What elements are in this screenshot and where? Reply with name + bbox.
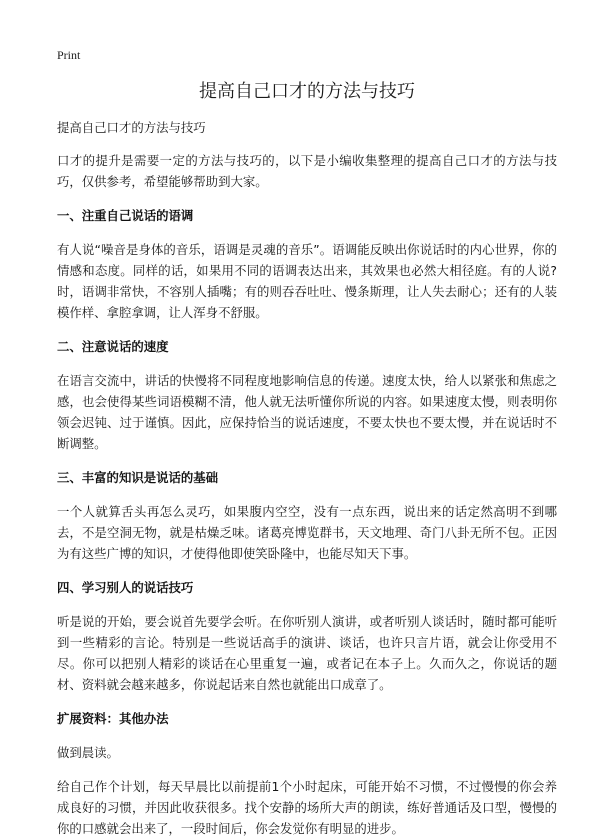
section-heading-1: 一、注重自己说话的语调 — [57, 208, 194, 223]
section-heading-2: 二、注意说话的速度 — [57, 339, 169, 354]
extended-item-body: 给自己作个计划，每天早晨比以前提前1个小时起床，可能开始不习惯，不过慢慢的你会养成良好的习惯，并因此收获很多。找个安静的场所大声的朗读，练好普通话及口型，慢慢的你的口感就会出来了，一段时间后，你会发觉你有明显的进步。 — [57, 779, 557, 836]
section-heading-4: 四、学习别人的说话技巧 — [57, 580, 194, 595]
document-title: 提高自己口才的方法与技巧 — [199, 81, 415, 102]
section-body-3: 一个人就算舌头再怎么灵巧，如果腹内空空，没有一点东西，说出来的话定然高明不到哪去，不是空洞无物，就是枯燥乏味。诸葛亮博览群书，天文地理、奇门八卦无所不包。正因为有这些广博的知识，才使得他即使笑卧隆中，也能尽知天下事。 — [57, 504, 557, 561]
section-body-1: 有人说“噪音是身体的音乐，语调是灵魂的音乐”。语调能反映出你说话时的内心世界，你的情感和态度。同样的话，如果用不同的语调表达出来，其效果也必然大相径庭。有的人说?时，语调非常快，不容别人插嘴；有的则吞吞吐吐、慢条斯理，让人失去耐心；还有的人装模作样、拿腔拿调，让人浑身不舒服。 — [57, 242, 557, 320]
extended-heading: 扩展资料：其他办法 — [57, 711, 169, 726]
document-body — [57, 117, 557, 839]
section-body-4: 听是说的开始，要会说首先要学会听。在你听别人演讲，或者听别人谈话时，随时都可能听到一些精彩的言论。特别是一些说话高手的演讲、谈话，也许只言片语，就会让你受用不尽。你可以把别人精彩的谈话在心里重复一遍，或者记在本子上。久而久之，你说话的题材、资料就会越来越多，你说起话来自然也就能出口成章了。 — [57, 614, 557, 692]
section-body-2: 在语言交流中，讲话的快慢将不同程度地影响信息的传递。速度太快，给人以紧张和焦虑之感，也会使得某些词语模糊不清，他人就无法听懂你所说的内容。如果速度太慢，则表明你领会迟钝、过于谨慎。因此，应保持恰当的说话速度，不要太快也不要太慢，并在说话时不断调整。 — [57, 373, 557, 451]
print-label: Print — [57, 48, 81, 62]
document-subtitle: 提高自己口才的方法与技巧 — [57, 120, 206, 135]
intro-paragraph: 口才的提升是需要一定的方法与技巧的，以下是小编收集整理的提高自己口才的方法与技巧，仅供参考，希望能够帮助到大家。 — [57, 153, 557, 189]
section-heading-3: 三、丰富的知识是说话的基础 — [57, 470, 219, 485]
extended-item-title: 做到晨读。 — [57, 745, 119, 760]
